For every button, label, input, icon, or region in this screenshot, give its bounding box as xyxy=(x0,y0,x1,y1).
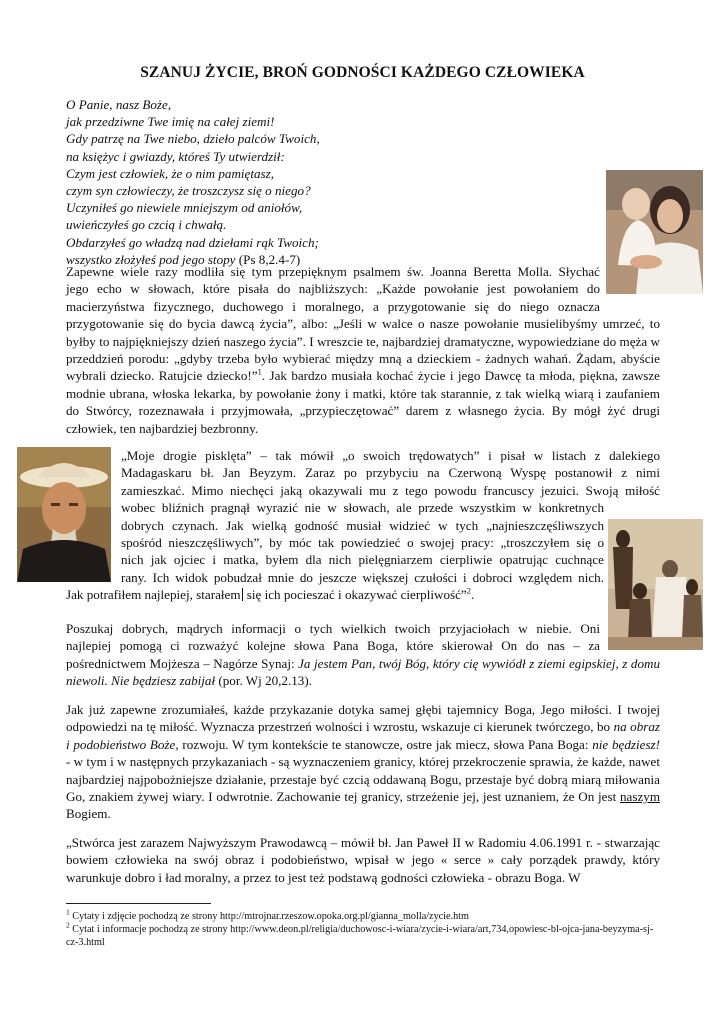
text-line: spośród nieszczęśliwych”, by móc tak powiedzieć o swojej pracy: „troszczyłem się o xyxy=(121,535,604,551)
footnote-text[interactable]: Cytaty i zdjęcie pochodzą ze strony http://mtrojnar.rzeszow.opoka.org.pl/gianna_molla/zycie.htm xyxy=(69,911,469,922)
text-line xyxy=(66,586,660,603)
text-line: „Moje drogie pisklęta” – tak mówił „o swoich trędowatych” i pisał w listach z dalekiego xyxy=(121,448,660,463)
psalm-line: Czym jest człowiek, że o nim pamiętasz, xyxy=(66,165,275,181)
paragraph-beyzym xyxy=(66,447,660,604)
scripture-quote: Ja jestem Pan, twój Bóg, który cię wywiódł z ziemi egipskiej, z domu niewoli. Nie będziesz zabijał xyxy=(66,655,660,689)
psalm-line: uwieńczyłeś go czcią i chwałą. xyxy=(66,217,227,233)
text-block: przygotowanie się do bycia dawcą życia”, albo: „Jeśli w walce o nasze powołanie musielibyśmy umrzeć, to byłby to najpiękniejszy dzień naszego życia”. I wreszcie te, najbardziej dramatyczne, wypowiedziane do męża w przeddzień porodu: „gdyby trzeba było wybierać między mną a dzieckiem - żadnych wahań. Żądam, abyście wybrali dziecko. Ratujcie dziecko!” xyxy=(66,316,660,384)
text-line: zamieszkać. Mimo niechęci jaką okazywali mu z tego powodu francuscy jezuici. Swoją miłość xyxy=(121,482,660,498)
paragraph-commandments-meaning xyxy=(66,701,660,823)
text-line: Zapewne wiele razy modliła się tym przepięknym psalmem św. Joanna Beretta Molla. Słychać xyxy=(66,264,600,279)
underlined-word: naszym xyxy=(620,789,660,805)
text-line: macierzyństwa fizycznego, duchowego i moralnego, a przygotowanie się do niego oznacza xyxy=(66,298,600,314)
psalm-line: Uczyniłeś go niewiele mniejszym od aniołów, xyxy=(66,200,303,216)
text-line: nich jak ojciec i matka, byłem dla nich pielęgniarzem cierpliwie opatrując cuchnące xyxy=(121,552,604,568)
text-fragment: (por. Wj 20,2.13). xyxy=(215,673,312,689)
text-fragment: - w tym i w następnych przykazaniach - są wyznaczeniem granicy, której przekroczenie sprawia, że każde, nawet najbardziej najpobożniejsze działanie, przestaje być czcią oddawaną Bogu, przestaje być dobrą miarą miłowania Go, znakiem żywej wiary. I odwrotnie. Zachowanie tej granicy, strzeżenie jej, jest uznaniem, że On jest xyxy=(66,754,660,805)
psalm-line: na księżyc i gwiazdy, któreś Ty utwierdził: xyxy=(66,148,285,164)
text-line: wobec bliźnich pragnął wyrazić nie w słowach, ale przede wszystkim w konkretnych xyxy=(121,500,604,516)
text-fragment: pośrednictwem Mojżesza – Nagórze Synaj: xyxy=(66,655,299,671)
paragraph-john-paul xyxy=(66,834,660,886)
footnote-separator xyxy=(66,903,211,904)
text-line: najlepiej pomogą ci rozważyć kolejne słowa Pana Boga, które skierował On do nas – za xyxy=(66,638,600,654)
footnote-ref[interactable]: 1 xyxy=(257,367,262,378)
text-fragment: Jak już zapewne zrozumiałeś, każde przykazanie dotyka samej głębi tajemnicy Boga, Jego miłości. I twojej odpowiedzi na tę miłość. Wyznacza przestrzeń wolności i wzrostu, wskazuje ci kierunek twórczego, bo xyxy=(66,702,660,735)
footnote-number: 1 xyxy=(66,907,70,917)
psalm-line-text: wszystko złożyłeś pod jego stopy xyxy=(66,251,236,267)
footnote-1 xyxy=(66,907,660,923)
footnotes xyxy=(66,907,660,949)
text-line: dobrych czynach. Jak wielką godność musiał widzieć w tych „najnieszczęśliwszych xyxy=(121,517,604,533)
italic-phrase: na obraz i podobieństwo Boże xyxy=(66,719,660,752)
psalm-reference: (Ps 8,2.4-7) xyxy=(235,251,301,267)
text-block: . Jak bardzo musiała kochać życie i jego Dawcę ta młoda, piękna, zawsze modnie ubrana, włoska lekarka, by powołanie żony i matki, które tak starannie, z tak wielką wiarą i zaufaniem do Stwórcy, rozeznawała i przyjmowała, „przypieczętować” darem z własnego życia. By mógł żyć drugi człowiek, ten najbardziej bezbronny. xyxy=(66,368,660,436)
text-line: Poszukaj dobrych, mądrych informacji o tych wielkich twoich przyjaciołach w niebie. Oni xyxy=(66,621,600,636)
text-fragment: , rozwoju. W tym kontekście te stanowcze, ostre jak miecz, słowa Pana Boga: xyxy=(175,736,593,752)
footnote-2 xyxy=(66,920,660,949)
text-fragment: Jak potrafiłem najlepiej, starałem xyxy=(66,587,241,603)
italic-phrase: nie będziesz! xyxy=(592,736,660,752)
paragraph-molla xyxy=(66,263,660,437)
page-title: SZANUJ ŻYCIE, BROŃ GODNOŚCI KAŻDEGO CZŁOWIEKA xyxy=(140,64,585,81)
psalm-line: O Panie, nasz Boże, xyxy=(66,97,172,112)
psalm-line: Obdarzyłeś go władzą nad dziełami rąk Twoich; xyxy=(66,234,319,250)
text-fragment: . xyxy=(470,587,475,603)
psalm-line: czym syn człowieczy, że troszczysz się o niego? xyxy=(66,183,311,199)
text-fragment: Bogiem. xyxy=(66,806,111,822)
psalm-line: Gdy patrzę na Twe niebo, dzieło palców Twoich, xyxy=(66,131,320,147)
text-cursor xyxy=(242,588,243,601)
footnote-text[interactable]: Cytat i informacje pochodzą ze strony http://www.deon.pl/religia/duchowosc-i-wiara/zycie-i-wiara/art,734,opowiesc-bl-ojca-jana-beyzyma-sj-cz-3.html xyxy=(66,924,654,948)
text-line: rany. Ich widok pobudzał mnie do jeszcze większej czułości i dobroci względem nich. xyxy=(121,569,604,585)
footnote-ref[interactable]: 2 xyxy=(466,585,471,596)
footnote-number: 2 xyxy=(66,920,70,930)
text-fragment: się ich pocieszać i okazywać cierpliwość” xyxy=(243,587,467,603)
text-line: Madagaskaru bł. Jan Beyzym. Zaraz po przybyciu na Czerwoną Wyspę postanowił z nimi xyxy=(121,465,660,481)
psalm-quote xyxy=(66,96,366,268)
text-block: „Stwórca jest zarazem Najwyższym Prawodawcą – mówił bł. Jan Paweł II w Radomiu 4.06.1991 r. - stwarzając bowiem człowieka na swój obraz i podobieństwo, wpisał w jego « serce » cały porządek prawdy, który warunkuje dobro i ład moralny, a przez to jest też podstawą godności człowieka - obrazu Boga. W xyxy=(66,835,660,885)
text-line: jego echo w słowach, które pisała do najbliższych: „Każde powołanie jest powołaniem do xyxy=(66,281,600,297)
paragraph-commandment xyxy=(66,620,660,690)
psalm-line: jak przedziwne Twe imię na całej ziemi! xyxy=(66,114,275,130)
